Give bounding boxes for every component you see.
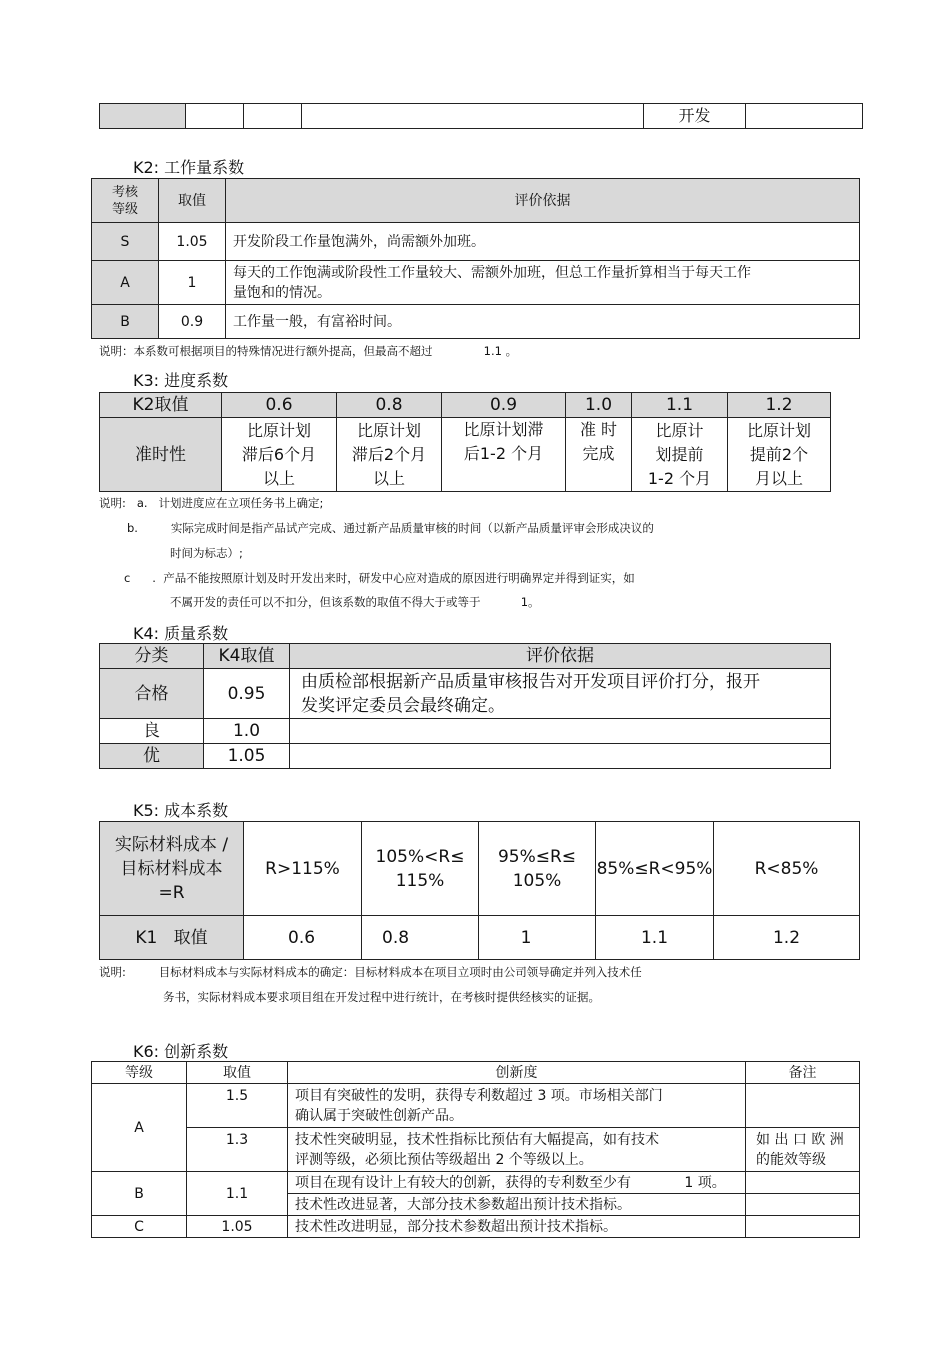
- top-cell-empty: [186, 104, 244, 129]
- k5-header-label: 实际材料成本 / 目标材料成本 =R: [100, 822, 244, 916]
- k3-description: 比原计划滞 后1-2 个月: [442, 418, 566, 492]
- k6-value: 1.05: [187, 1216, 288, 1238]
- k3-note: c . 产品不能按照原计划及时开发出来时，研发中心应对造成的原因进行明确界定并得到证实，如: [124, 571, 635, 585]
- k3-description: 准 时 完成: [566, 418, 632, 492]
- k4-value: 1.0: [204, 719, 290, 744]
- k6-header-remark: 备注: [746, 1062, 860, 1084]
- k6-grade: C: [92, 1216, 187, 1238]
- k3-description: 比原计划 提前2个 月以上: [728, 418, 831, 492]
- k2-heading: K2: 工作量系数: [133, 158, 245, 177]
- k5-note: 说明: 目标材料成本与实际材料成本的确定：目标材料成本在项目立项时由公司领导确定并列入技术任: [99, 965, 642, 979]
- k6-header-grade: 等级: [92, 1062, 187, 1084]
- k3-header-label: K2取值: [100, 393, 222, 418]
- k6-value: 1.1: [187, 1172, 288, 1216]
- k2-basis: 开发阶段工作量饱满外，尚需额外加班。: [226, 223, 860, 261]
- k2-header-value: 取值: [159, 179, 226, 223]
- k4-header-basis: 评价依据: [290, 644, 831, 669]
- k4-basis: 由质检部根据新产品质量审核报告对开发项目评价打分，报开 发奖评定委员会最终确定。: [290, 669, 831, 719]
- k3-value: 1.2: [728, 393, 831, 418]
- k5-range: R>115%: [244, 822, 362, 916]
- k5-value: 0.6: [244, 916, 362, 960]
- k5-range: 95%≤R≤ 105%: [479, 822, 596, 916]
- k2-basis: 工作量一般，有富裕时间。: [226, 305, 860, 339]
- top-cell-kaifa: 开发: [644, 104, 746, 129]
- k6-grade: A: [92, 1084, 187, 1172]
- k3-description: 比原计划 滞后2个月 以上: [337, 418, 442, 492]
- k4-heading: K4: 质量系数: [133, 624, 229, 643]
- k6-table: [91, 1061, 860, 1238]
- k4-value: 0.95: [204, 669, 290, 719]
- k4-header-category: 分类: [100, 644, 204, 669]
- k3-value: 0.8: [337, 393, 442, 418]
- k3-value: 1.1: [632, 393, 728, 418]
- k5-value: 1.2: [714, 916, 860, 960]
- k3-value: 1.0: [566, 393, 632, 418]
- top-cell-empty: [100, 104, 186, 129]
- k3-note: 说明: a. 计划进度应在立项任务书上确定;: [99, 496, 324, 510]
- k3-value: 0.9: [442, 393, 566, 418]
- k2-note: 说明：本系数可根据项目的特殊情况进行额外提高，但最高不超过 1.1 。: [99, 344, 518, 358]
- k5-row-label: K1 取值: [100, 916, 244, 960]
- k6-description: 项目在现有设计上有较大的创新，获得的专利数至少有 1 项。: [288, 1172, 746, 1194]
- k2-value: 1.05: [159, 223, 226, 261]
- k2-value: 1: [159, 261, 226, 305]
- k4-category: 优: [100, 744, 204, 769]
- k4-value: 1.05: [204, 744, 290, 769]
- k5-note: 务书，实际材料成本要求项目组在开发过程中进行统计，在考核时提供经核实的证据。: [163, 990, 600, 1004]
- k5-value: 1.1: [596, 916, 714, 960]
- k3-value: 0.6: [222, 393, 337, 418]
- k2-header-basis: 评价依据: [226, 179, 860, 223]
- k6-description: 项目有突破性的发明，获得专利数超过 3 项。市场相关部门 确认属于突破性创新产品。: [288, 1084, 746, 1128]
- k5-range: 105%<R≤ 115%: [362, 822, 479, 916]
- k6-value: 1.5: [187, 1084, 288, 1128]
- k2-header-grade: 考核 等级: [92, 179, 159, 223]
- top-cell-empty: [302, 104, 644, 129]
- k6-remark: [746, 1172, 860, 1194]
- top-table-row: [99, 103, 863, 129]
- k6-remark: [746, 1216, 860, 1238]
- k3-description: 比原计划 滞后6个月 以上: [222, 418, 337, 492]
- k4-table: [99, 643, 831, 769]
- k4-category: 良: [100, 719, 204, 744]
- k3-note: 不属开发的责任可以不扣分，但该系数的取值不得大于或等于 1。: [170, 595, 540, 609]
- k5-value: 0.8: [362, 916, 479, 960]
- k6-remark: [746, 1194, 860, 1216]
- k2-grade: A: [92, 261, 159, 305]
- top-cell-empty: [746, 104, 863, 129]
- k5-value: 1: [479, 916, 596, 960]
- k5-range: 85%≤R<95%: [596, 822, 714, 916]
- k5-table: [99, 821, 860, 960]
- k2-table: [91, 178, 860, 339]
- k2-basis: 每天的工作饱满或阶段性工作量较大、需额外加班，但总工作量折算相当于每天工作 量饱和的情况。: [226, 261, 860, 305]
- k4-header-value: K4取值: [204, 644, 290, 669]
- k5-range: R<85%: [714, 822, 860, 916]
- k6-heading: K6: 创新系数: [133, 1042, 229, 1061]
- k4-basis: [290, 744, 831, 769]
- k6-description: 技术性改进明显，部分技术参数超出预计技术指标。: [288, 1216, 746, 1238]
- k2-grade: S: [92, 223, 159, 261]
- k6-header-innovation: 创新度: [288, 1062, 746, 1084]
- k3-note: 时间为标志）;: [170, 546, 243, 560]
- k4-category: 合格: [100, 669, 204, 719]
- k4-basis: [290, 719, 831, 744]
- k2-value: 0.9: [159, 305, 226, 339]
- k6-value: 1.3: [187, 1128, 288, 1172]
- top-cell-empty: [244, 104, 302, 129]
- k3-note: b. 实际完成时间是指产品试产完成、通过新产品质量审核的时间（以新产品质量评审会形成决议的: [127, 521, 654, 535]
- k5-heading: K5: 成本系数: [133, 801, 229, 820]
- k6-remark: [746, 1084, 860, 1128]
- k6-header-value: 取值: [187, 1062, 288, 1084]
- k3-table: [99, 392, 831, 492]
- k6-description: 技术性突破明显，技术性指标比预估有大幅提高，如有技术 评测等级，必须比预估等级超出 2 个等级以上。: [288, 1128, 746, 1172]
- k6-remark: 如 出 口 欧 洲 的能效等级: [746, 1128, 860, 1172]
- k3-row-label: 准时性: [100, 418, 222, 492]
- k3-description: 比原计 划提前 1-2 个月: [632, 418, 728, 492]
- k6-description: 技术性改进显著，大部分技术参数超出预计技术指标。: [288, 1194, 746, 1216]
- k2-grade: B: [92, 305, 159, 339]
- k3-heading: K3: 进度系数: [133, 371, 229, 390]
- k6-grade: B: [92, 1172, 187, 1216]
